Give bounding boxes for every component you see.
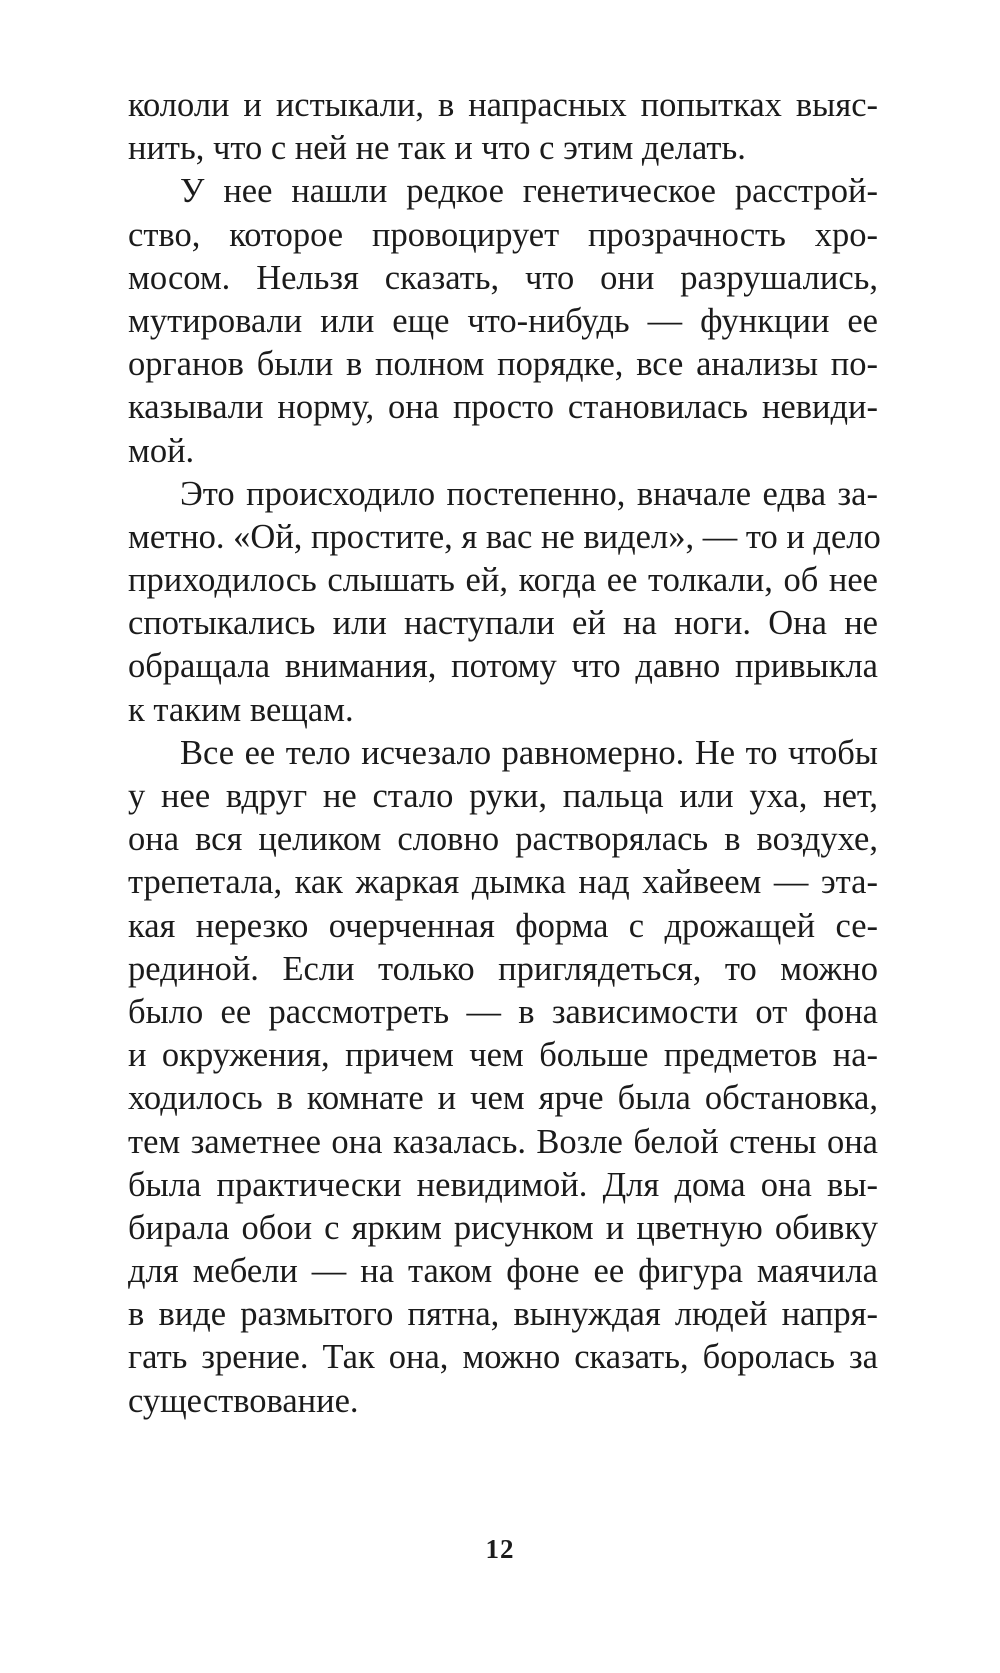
text-line: обращала внимания, потому что давно привыкла xyxy=(128,647,878,686)
text-line: органов были в полном порядке, все анализы по- xyxy=(128,345,878,384)
page-number: 12 xyxy=(485,1534,515,1564)
text-line: была практически невидимой. Для дома она вы- xyxy=(128,1165,878,1204)
text-line: казывали норму, она просто становилась невиди- xyxy=(128,388,878,427)
text-line: Все ее тело исчезало равномерно. Не то чтобы xyxy=(180,733,878,772)
text-line: существование. xyxy=(128,1381,359,1420)
text-line: нить, что с ней не так и что с этим делать. xyxy=(128,129,746,168)
text-line: метно. «Ой, простите, я вас не видел», — то и дело xyxy=(128,517,881,556)
text-line: мосом. Нельзя сказать, что они разрушались, xyxy=(128,258,878,297)
text-line: рединой. Если только приглядеться, то можно xyxy=(128,949,878,988)
paragraph xyxy=(128,473,881,732)
text-line: бирала обои с ярким рисунком и цветную обивку xyxy=(128,1208,878,1247)
text-line: в виде размытого пятна, вынуждая людей напря- xyxy=(128,1295,878,1334)
text-line: ходилось в комнате и чем ярче была обстановка, xyxy=(128,1079,878,1118)
text-line: тем заметнее она казалась. Возле белой стены она xyxy=(128,1122,878,1161)
text-line: кая нерезко очерченная форма с дрожащей се- xyxy=(128,906,878,945)
paragraph xyxy=(128,732,878,1423)
text-line: у нее вдруг не стало руки, пальца или уха, нет, xyxy=(128,777,878,815)
text-line: Это происходило постепенно, вначале едва за- xyxy=(180,474,878,513)
text-line: приходилось слышать ей, когда ее толкали, об нее xyxy=(128,561,878,600)
text-line: кололи и истыкали, в напрасных попытках выяс- xyxy=(128,86,878,124)
text-line: для мебели — на таком фоне ее фигура маячила xyxy=(128,1252,878,1291)
text-line: трепетала, как жаркая дымка над хайвеем — эта- xyxy=(128,863,878,902)
paragraph xyxy=(128,170,878,472)
text-line: У нее нашли редкое генетическое расстрой- xyxy=(180,172,878,211)
text-line: и окружения, причем чем больше предметов на- xyxy=(128,1036,878,1075)
text-line: ство, которое провоцирует прозрачность хро- xyxy=(128,215,878,254)
text-line: она вся целиком словно растворялась в воздухе, xyxy=(128,820,878,859)
text-line: мой. xyxy=(128,431,195,470)
text-line: спотыкались или наступали ей на ноги. Она не xyxy=(128,604,878,643)
text-line: мутировали или еще что-нибудь — функции ее xyxy=(128,301,878,340)
paragraph xyxy=(128,84,878,170)
text-line: гать зрение. Так она, можно сказать, боролась за xyxy=(128,1338,878,1377)
text-line: было ее рассмотреть — в зависимости от фона xyxy=(128,992,878,1031)
body-text xyxy=(128,84,881,1423)
text-line: к таким вещам. xyxy=(128,690,354,729)
